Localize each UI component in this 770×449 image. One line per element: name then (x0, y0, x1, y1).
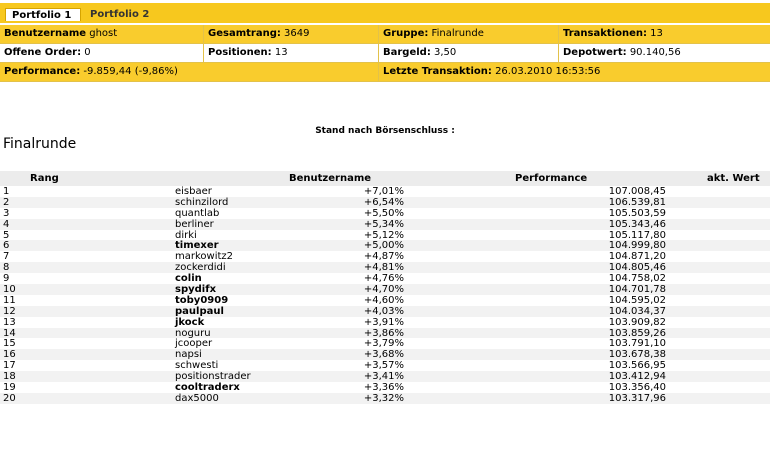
performance-cell: +4,60% (363, 294, 404, 306)
wert-cell: 106.539,81 (608, 196, 666, 208)
table-row (0, 393, 770, 404)
performance-cell: +5,12% (363, 229, 404, 241)
rank-cell: 8 (3, 262, 10, 274)
performance-cell: +5,50% (363, 207, 404, 219)
section-title: Finalrunde (3, 136, 77, 152)
info-bargeld-label: Bargeld: (383, 47, 431, 58)
username-link[interactable]: dax5000 (175, 392, 219, 404)
header-benutzername[interactable]: Benutzername (289, 173, 372, 184)
username-link[interactable]: zockerdidi (175, 262, 226, 274)
wert-cell: 103.317,96 (608, 392, 666, 404)
tab-portfolio-1[interactable]: Portfolio 1 (5, 8, 81, 21)
wert-cell: 103.678,38 (608, 349, 666, 361)
rank-cell: 5 (3, 229, 10, 241)
rank-cell: 12 (3, 305, 16, 317)
rank-cell: 6 (3, 240, 10, 252)
info-benutzername (0, 25, 203, 43)
username-link[interactable]: markowitz2 (175, 251, 234, 263)
performance-cell: +4,70% (363, 284, 404, 296)
rank-cell: 10 (3, 284, 16, 296)
username-link[interactable]: cooltraderx (175, 382, 240, 394)
performance-cell: +3,68% (363, 349, 404, 361)
wert-cell: 103.412,94 (608, 371, 666, 383)
info-letzte-transaktion-value: 26.03.2010 16:53:56 (495, 66, 601, 77)
wert-cell: 104.805,46 (608, 262, 666, 274)
rank-cell: 15 (3, 338, 16, 350)
table-row (0, 371, 770, 382)
rank-cell: 9 (3, 273, 10, 285)
info-performance-label: Performance: (4, 66, 81, 77)
table-row (0, 186, 770, 197)
ranking-table-body (0, 186, 770, 404)
info-depotwert (558, 44, 770, 62)
rank-cell: 16 (3, 349, 16, 361)
rank-cell: 4 (3, 218, 10, 230)
rank-cell: 2 (3, 196, 10, 208)
table-row (0, 349, 770, 360)
performance-cell: +5,00% (363, 240, 404, 252)
wert-cell: 104.595,02 (608, 294, 666, 306)
table-row (0, 317, 770, 328)
rank-cell: 18 (3, 371, 16, 383)
info-gesamtrang (203, 25, 378, 43)
info-positionen-label: Positionen: (208, 47, 272, 58)
username-link[interactable]: timexer (175, 240, 219, 252)
performance-cell: +3,36% (363, 382, 404, 394)
wert-cell: 105.503,59 (608, 207, 666, 219)
info-bargeld-value: 3,50 (434, 47, 457, 58)
performance-cell: +3,32% (363, 392, 404, 404)
performance-cell: +4,03% (363, 305, 404, 317)
info-depotwert-label: Depotwert: (563, 47, 627, 58)
rank-cell: 1 (3, 186, 10, 197)
info-gruppe-value: Finalrunde (431, 28, 484, 39)
table-row (0, 251, 770, 262)
wert-cell: 104.999,80 (608, 240, 666, 252)
username-link[interactable]: positionstrader (175, 371, 251, 383)
table-row (0, 338, 770, 349)
header-rang[interactable]: Rang (30, 173, 59, 184)
portfolio-tabs (0, 3, 770, 23)
wert-cell: 105.343,46 (608, 218, 666, 230)
info-letzte-transaktion-label: Letzte Transaktion: (383, 66, 492, 77)
wert-cell: 103.859,26 (608, 327, 666, 339)
rank-cell: 14 (3, 327, 16, 339)
performance-cell: +4,87% (363, 251, 404, 263)
info-transaktionen (558, 25, 770, 43)
wert-cell: 103.566,95 (608, 360, 666, 372)
wert-cell: 104.758,02 (608, 273, 666, 285)
wert-cell: 104.034,37 (608, 305, 666, 317)
performance-cell: +4,81% (363, 262, 404, 274)
wert-cell: 103.909,82 (608, 316, 666, 328)
performance-cell: +5,34% (363, 218, 404, 230)
performance-cell: +3,57% (363, 360, 404, 372)
info-offene-order-label: Offene Order: (4, 47, 82, 58)
rank-cell: 11 (3, 294, 16, 306)
info-gesamtrang-value: 3649 (284, 28, 310, 39)
username-link[interactable]: noguru (175, 327, 211, 339)
username-link[interactable]: paulpaul (175, 305, 224, 317)
portfolio-info (0, 25, 770, 82)
ranking-table-header (0, 171, 770, 186)
table-row (0, 208, 770, 219)
username-link[interactable]: dirki (175, 229, 197, 241)
info-gesamtrang-label: Gesamtrang: (208, 28, 281, 39)
performance-cell: +3,86% (363, 327, 404, 339)
wert-cell: 103.356,40 (608, 382, 666, 394)
wert-cell: 105.117,80 (608, 229, 666, 241)
stand-text: Stand nach Börsenschluss : (315, 126, 455, 136)
performance-cell: +6,54% (363, 196, 404, 208)
info-benutzername-label: Benutzername (4, 28, 87, 39)
ranking-table (0, 171, 770, 404)
info-row-1 (0, 25, 770, 44)
info-letzte-transaktion (378, 63, 770, 81)
username-link[interactable]: jcooper (175, 338, 213, 350)
table-row (0, 219, 770, 230)
rank-cell: 7 (3, 251, 10, 263)
rank-cell: 20 (3, 392, 16, 404)
performance-cell: +7,01% (363, 186, 404, 197)
performance-cell: +3,91% (363, 316, 404, 328)
performance-cell: +4,76% (363, 273, 404, 285)
info-performance-value: -9.859,44 (-9,86%) (83, 66, 178, 77)
table-row (0, 360, 770, 371)
username-link[interactable]: spydifx (175, 284, 217, 296)
table-row (0, 273, 770, 284)
rank-cell: 17 (3, 360, 16, 372)
table-row (0, 328, 770, 339)
wert-cell: 107.008,45 (608, 186, 666, 197)
info-gruppe (378, 25, 558, 43)
username-link[interactable]: colin (175, 273, 202, 285)
username-link[interactable]: napsi (175, 349, 202, 361)
info-row-2 (0, 44, 770, 63)
info-positionen-value: 13 (274, 47, 288, 58)
table-row (0, 240, 770, 251)
table-row (0, 262, 770, 273)
rank-cell: 13 (3, 316, 16, 328)
table-row (0, 295, 770, 306)
username-link[interactable]: eisbaer (175, 186, 212, 197)
info-transaktionen-label: Transaktionen: (563, 28, 647, 39)
wert-cell: 104.871,20 (608, 251, 666, 263)
info-gruppe-label: Gruppe: (383, 28, 429, 39)
table-row (0, 197, 770, 208)
wert-cell: 103.791,10 (608, 338, 666, 350)
info-depotwert-value: 90.140,56 (629, 47, 681, 58)
username-link[interactable]: toby0909 (175, 294, 229, 306)
info-bargeld (378, 44, 558, 62)
performance-cell: +3,79% (363, 338, 404, 350)
username-link[interactable]: berliner (175, 218, 214, 230)
info-offene-order (0, 44, 203, 62)
username-link[interactable]: jkock (175, 316, 205, 328)
info-positionen (203, 44, 378, 62)
username-link[interactable]: schinzilord (175, 196, 229, 208)
username-link[interactable]: schwesti (175, 360, 219, 372)
rank-cell: 19 (3, 382, 16, 394)
tab-portfolio-2[interactable]: Portfolio 2 (90, 9, 150, 20)
table-row (0, 382, 770, 393)
username-link[interactable]: quantlab (175, 207, 220, 219)
wert-cell: 104.701,78 (608, 284, 666, 296)
table-row (0, 306, 770, 317)
info-benutzername-value: ghost (89, 28, 118, 39)
table-row (0, 230, 770, 241)
header-performance[interactable]: Performance (515, 173, 588, 184)
table-row (0, 284, 770, 295)
header-akt-wert[interactable]: akt. Wert (707, 173, 760, 184)
performance-cell: +3,41% (363, 371, 404, 383)
info-transaktionen-value: 13 (650, 28, 663, 39)
rank-cell: 3 (3, 207, 10, 219)
info-row-3 (0, 63, 770, 82)
info-performance (0, 63, 378, 81)
info-offene-order-value: 0 (84, 47, 91, 58)
